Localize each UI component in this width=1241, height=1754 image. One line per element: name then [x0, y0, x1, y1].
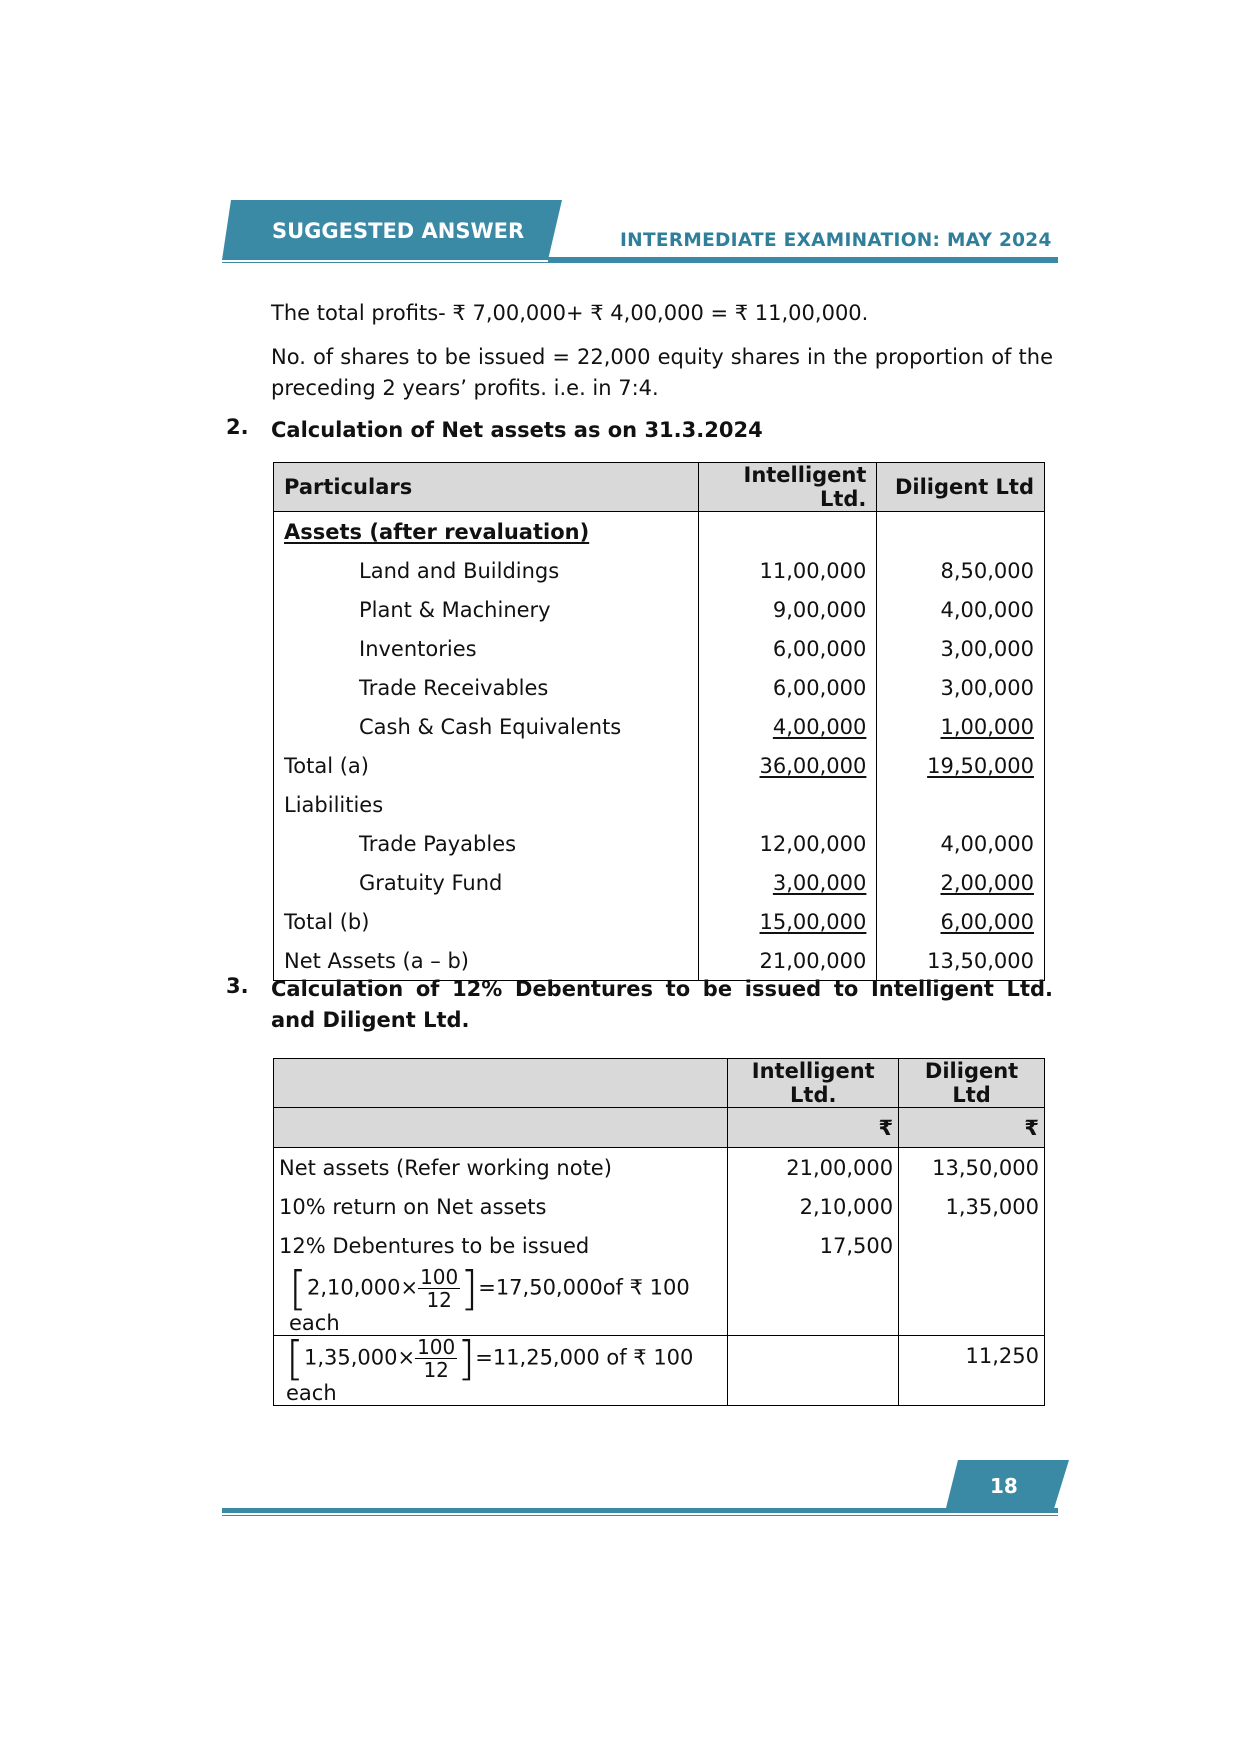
currency-diligent: ₹	[899, 1108, 1045, 1148]
row-label: Inventories	[274, 629, 699, 668]
row-label: Plant & Machinery	[274, 590, 699, 629]
bracket-left: [	[289, 1261, 307, 1315]
row-diligent: 8,50,000	[877, 551, 1045, 590]
row-label: Trade Receivables	[274, 668, 699, 707]
currency-row	[274, 1108, 1045, 1148]
row-diligent: 1,00,000	[940, 714, 1034, 739]
row-intelligent: 36,00,000	[759, 753, 867, 778]
col-intelligent: Intelligent Ltd.	[728, 1059, 899, 1108]
page-number: 18	[990, 1474, 1018, 1498]
debentures-table	[273, 1058, 1045, 1406]
formula-result: =11,25,000 of ₹ 100 each	[286, 1345, 694, 1405]
col-diligent: Diligent Ltd	[877, 463, 1045, 512]
formula-row-intelligent	[274, 1266, 1045, 1336]
bracket-right: ]	[457, 1331, 476, 1385]
table-row	[274, 785, 1045, 824]
liabilities-heading: Liabilities	[274, 785, 699, 824]
row-diligent: 4,00,000	[877, 590, 1045, 629]
formula-row-diligent	[274, 1335, 1045, 1405]
row-diligent: 13,50,000	[899, 1148, 1045, 1188]
table-row	[274, 824, 1045, 863]
table-header-row	[274, 1059, 1045, 1108]
section-2-heading: Calculation of Net assets as on 31.3.2024	[271, 418, 763, 442]
col-blank	[274, 1059, 728, 1108]
currency-blank	[274, 1108, 728, 1148]
intro-line-2: No. of shares to be issued = 22,000 equity shares in the proportion of the preceding 2 years’ profits. i.e. in 7:4.	[271, 345, 1053, 400]
formula-result: =17,50,000of ₹ 100 each	[289, 1275, 690, 1335]
table-row	[274, 1227, 1045, 1266]
row-diligent: 4,00,000	[877, 824, 1045, 863]
row-intelligent: 2,10,000	[728, 1188, 899, 1227]
formula-cell	[274, 1261, 728, 1336]
section-3-number: 3.	[226, 974, 249, 998]
row-diligent: 2,00,000	[940, 870, 1034, 895]
fraction-numerator: 100	[417, 1334, 456, 1359]
row-label: Trade Payables	[274, 824, 699, 863]
footer-rule-thin	[222, 1515, 1058, 1516]
col-particulars: Particulars	[274, 463, 699, 512]
section-3-heading: Calculation of 12% Debentures to be issued to Intelligent Ltd. and Diligent Ltd.	[271, 977, 1053, 1032]
row-diligent: 3,00,000	[877, 629, 1045, 668]
table-row	[274, 668, 1045, 707]
header-rule-thin	[222, 262, 1058, 263]
row-diligent: 1,35,000	[899, 1188, 1045, 1227]
formula-base: 2,10,000×	[306, 1275, 419, 1299]
col-diligent: Diligent Ltd	[899, 1059, 1045, 1108]
row-intelligent: 21,00,000	[728, 1148, 899, 1188]
row-diligent: 19,50,000	[927, 753, 1034, 778]
row-label: Net assets (Refer working note)	[274, 1148, 728, 1188]
section-2-number: 2.	[226, 415, 249, 439]
row-intelligent: 6,00,000	[699, 629, 877, 668]
row-label: Total (b)	[274, 902, 699, 941]
fraction	[415, 1336, 457, 1381]
table-header-row	[274, 463, 1045, 512]
table-row	[274, 863, 1045, 902]
row-diligent: 6,00,000	[940, 909, 1034, 934]
table-row	[274, 629, 1045, 668]
bracket-right: ]	[460, 1261, 479, 1315]
row-intelligent: 12,00,000	[699, 824, 877, 863]
footer-rule	[222, 1508, 1058, 1513]
intro-line-1: The total profits- ₹ 7,00,000+ ₹ 4,00,000 = ₹ 11,00,000.	[271, 301, 869, 325]
row-label: Net Assets (a – b)	[274, 941, 699, 981]
table-row-total-b	[274, 902, 1045, 941]
row-intelligent: 6,00,000	[699, 668, 877, 707]
bracket-left: [	[286, 1331, 304, 1385]
row-intelligent: 9,00,000	[699, 590, 877, 629]
row-label: Total (a)	[274, 746, 699, 785]
row-label: 10% return on Net assets	[274, 1188, 728, 1227]
fraction-denominator: 12	[426, 1287, 452, 1312]
header-tab-label: SUGGESTED ANSWER	[272, 219, 525, 243]
row-diligent: 3,00,000	[877, 668, 1045, 707]
row-intelligent: 15,00,000	[759, 909, 867, 934]
formula-base: 1,35,000×	[303, 1345, 416, 1369]
row-label: Land and Buildings	[274, 551, 699, 590]
exam-title: INTERMEDIATE EXAMINATION: MAY 2024	[620, 230, 1052, 251]
row-intelligent: 4,00,000	[772, 714, 867, 739]
table-row-total-a	[274, 746, 1045, 785]
row-label: Cash & Cash Equivalents	[274, 707, 699, 746]
fraction-numerator: 100	[420, 1264, 459, 1289]
assets-heading: Assets (after revaluation)	[284, 519, 590, 544]
net-assets-table	[273, 462, 1045, 981]
row-label: Gratuity Fund	[274, 863, 699, 902]
row-intelligent: 21,00,000	[699, 941, 877, 981]
formula-cell	[274, 1331, 728, 1405]
fraction	[418, 1266, 460, 1311]
row-label: 12% Debentures to be issued	[274, 1227, 728, 1266]
col-intelligent: Intelligent Ltd.	[699, 463, 877, 512]
fraction-denominator: 12	[423, 1357, 449, 1382]
table-row	[274, 1188, 1045, 1227]
row-diligent: 13,50,000	[877, 941, 1045, 981]
row-diligent	[899, 1227, 1045, 1266]
row-intelligent: 11,00,000	[699, 551, 877, 590]
row-intelligent: 17,500	[728, 1227, 899, 1266]
table-row	[274, 1148, 1045, 1188]
currency-intelligent: ₹	[728, 1108, 899, 1148]
row-intelligent: 3,00,000	[772, 870, 867, 895]
table-row	[274, 512, 1045, 552]
row-diligent: 11,250	[899, 1335, 1045, 1405]
table-row	[274, 590, 1045, 629]
table-row	[274, 551, 1045, 590]
table-row	[274, 707, 1045, 746]
